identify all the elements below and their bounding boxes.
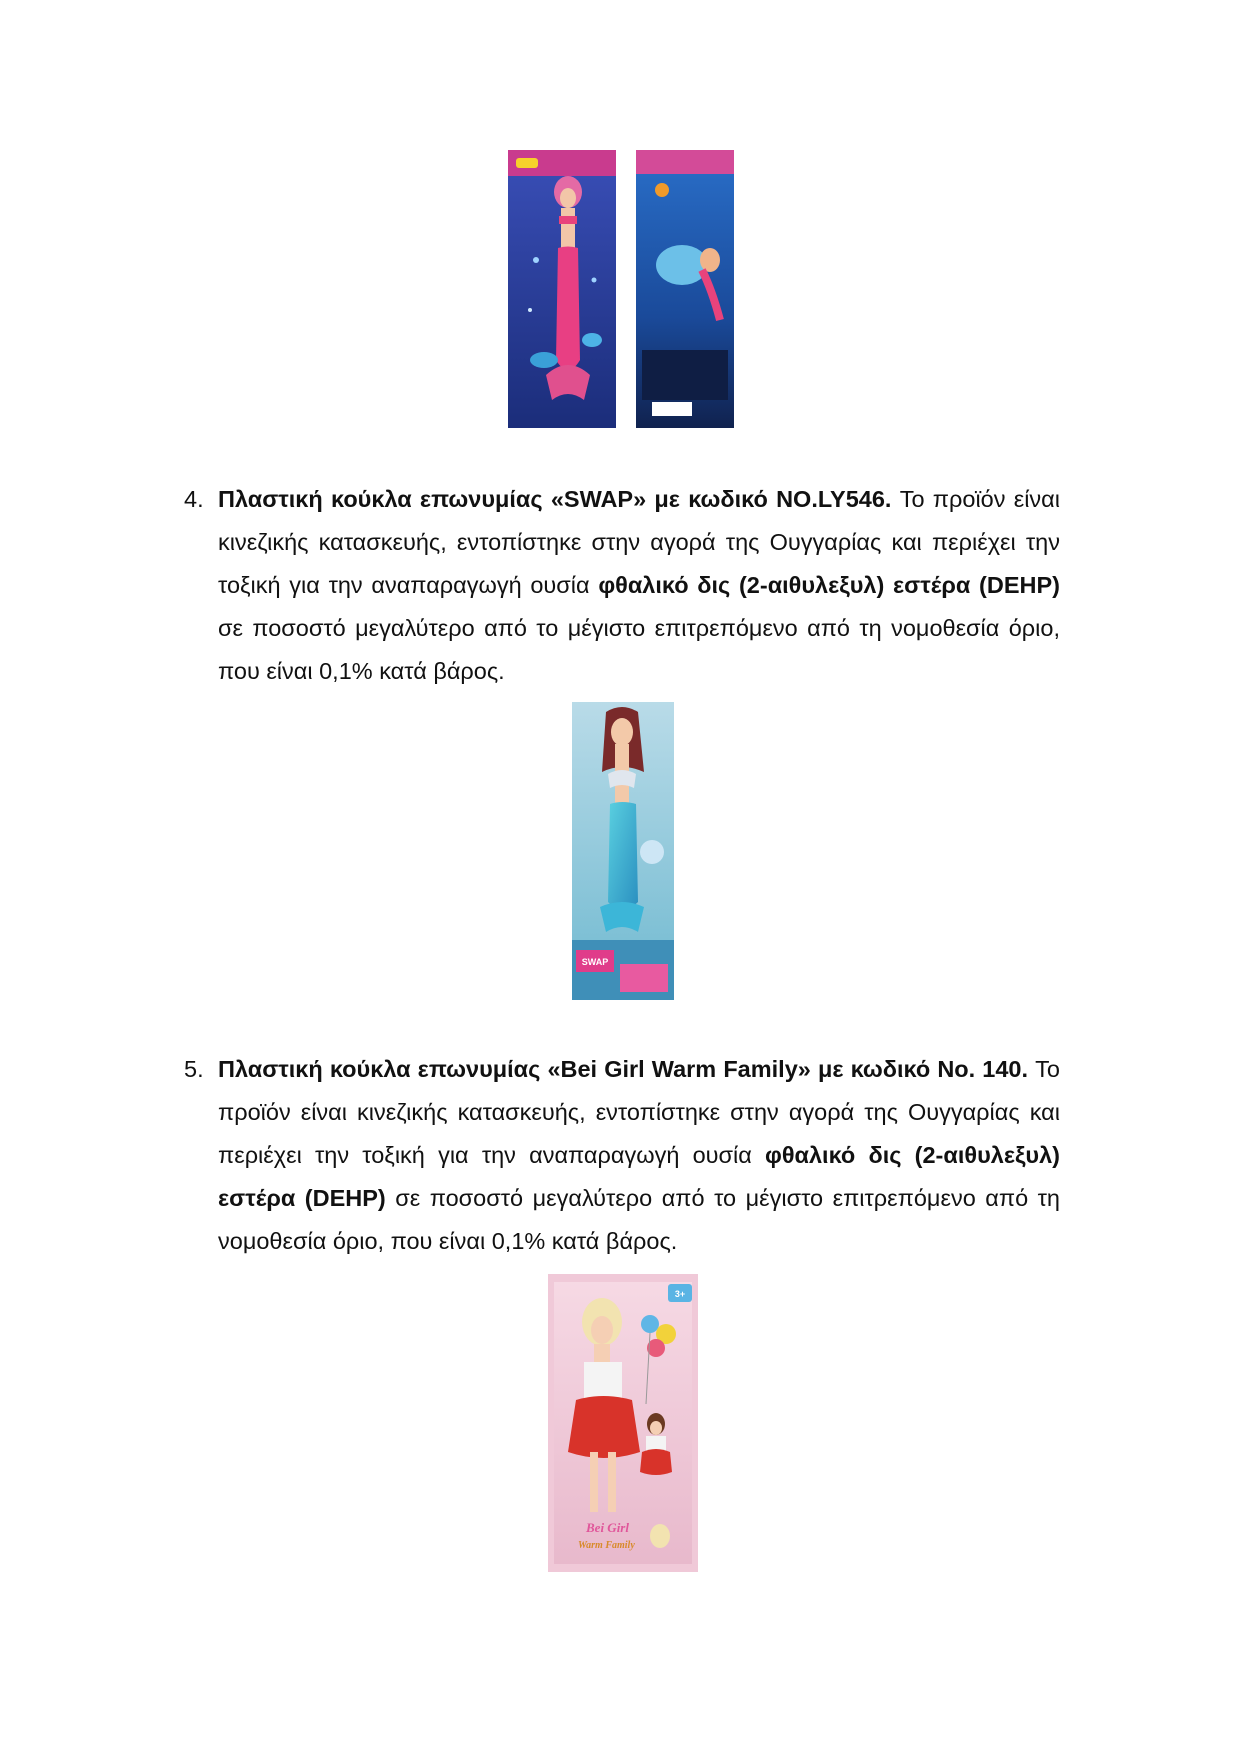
- substance-name: φθαλικό δις (2-αιθυλεξυλ) εστέρα (DEHP): [218, 1142, 1061, 1211]
- item-paragraph: [218, 478, 1060, 693]
- swap-logo: SWAP: [581, 957, 609, 967]
- item-number: 4.: [184, 486, 204, 512]
- product-photo-swap-doll: [572, 702, 674, 1000]
- product-title: Πλαστική κούκλα επωνυμίας «Bei Girl Warm Family» με κωδικό No. 140.: [218, 1056, 1029, 1082]
- item-text: Το προϊόν είναι κινεζικής κατασκευής, εντοπίστηκε στην αγορά της Ουγγαρίας και περιέχει την τοξική για την αναπαραγωγή ουσία: [218, 1056, 1061, 1168]
- beigirl-logo: Bei Girl: [586, 1520, 629, 1535]
- beigirl-subtitle: Warm Family: [578, 1540, 635, 1551]
- item-text: Το προϊόν είναι κινεζικής κατασκευής, εντοπίστηκε στην αγορά της Ουγγαρίας και περιέχει την τοξική για την αναπαραγωγή ουσία: [218, 486, 1060, 598]
- substance-name: φθαλικό δις (2-αιθυλεξυλ) εστέρα (DEHP): [598, 572, 1060, 598]
- beigirl-doll-illustration: [548, 1274, 698, 1572]
- product-title: Πλαστική κούκλα επωνυμίας «SWAP» με κωδικό NO.LY546.: [218, 486, 892, 512]
- item-text: σε ποσοστό μεγαλύτερο από το μέγιστο επιτρεπόμενο από τη νομοθεσία όριο, που είναι 0,1% κατά βάρος.: [218, 1185, 1060, 1254]
- mermaid-packaging-illustration: [506, 150, 736, 428]
- list-item-4: [184, 478, 1060, 693]
- item-paragraph: [218, 1048, 1060, 1263]
- item-number: 5.: [184, 1056, 204, 1082]
- product-photo-mermaid-packaging: [506, 150, 736, 428]
- age-badge: 3+: [674, 1289, 686, 1299]
- product-photo-beigirl-doll: [548, 1274, 698, 1572]
- swap-doll-illustration: [572, 702, 674, 1000]
- list-item-5: [184, 1048, 1060, 1263]
- item-text: σε ποσοστό μεγαλύτερο από το μέγιστο επιτρεπόμενο από τη νομοθεσία όριο, που είναι 0,1% κατά βάρος.: [218, 615, 1060, 684]
